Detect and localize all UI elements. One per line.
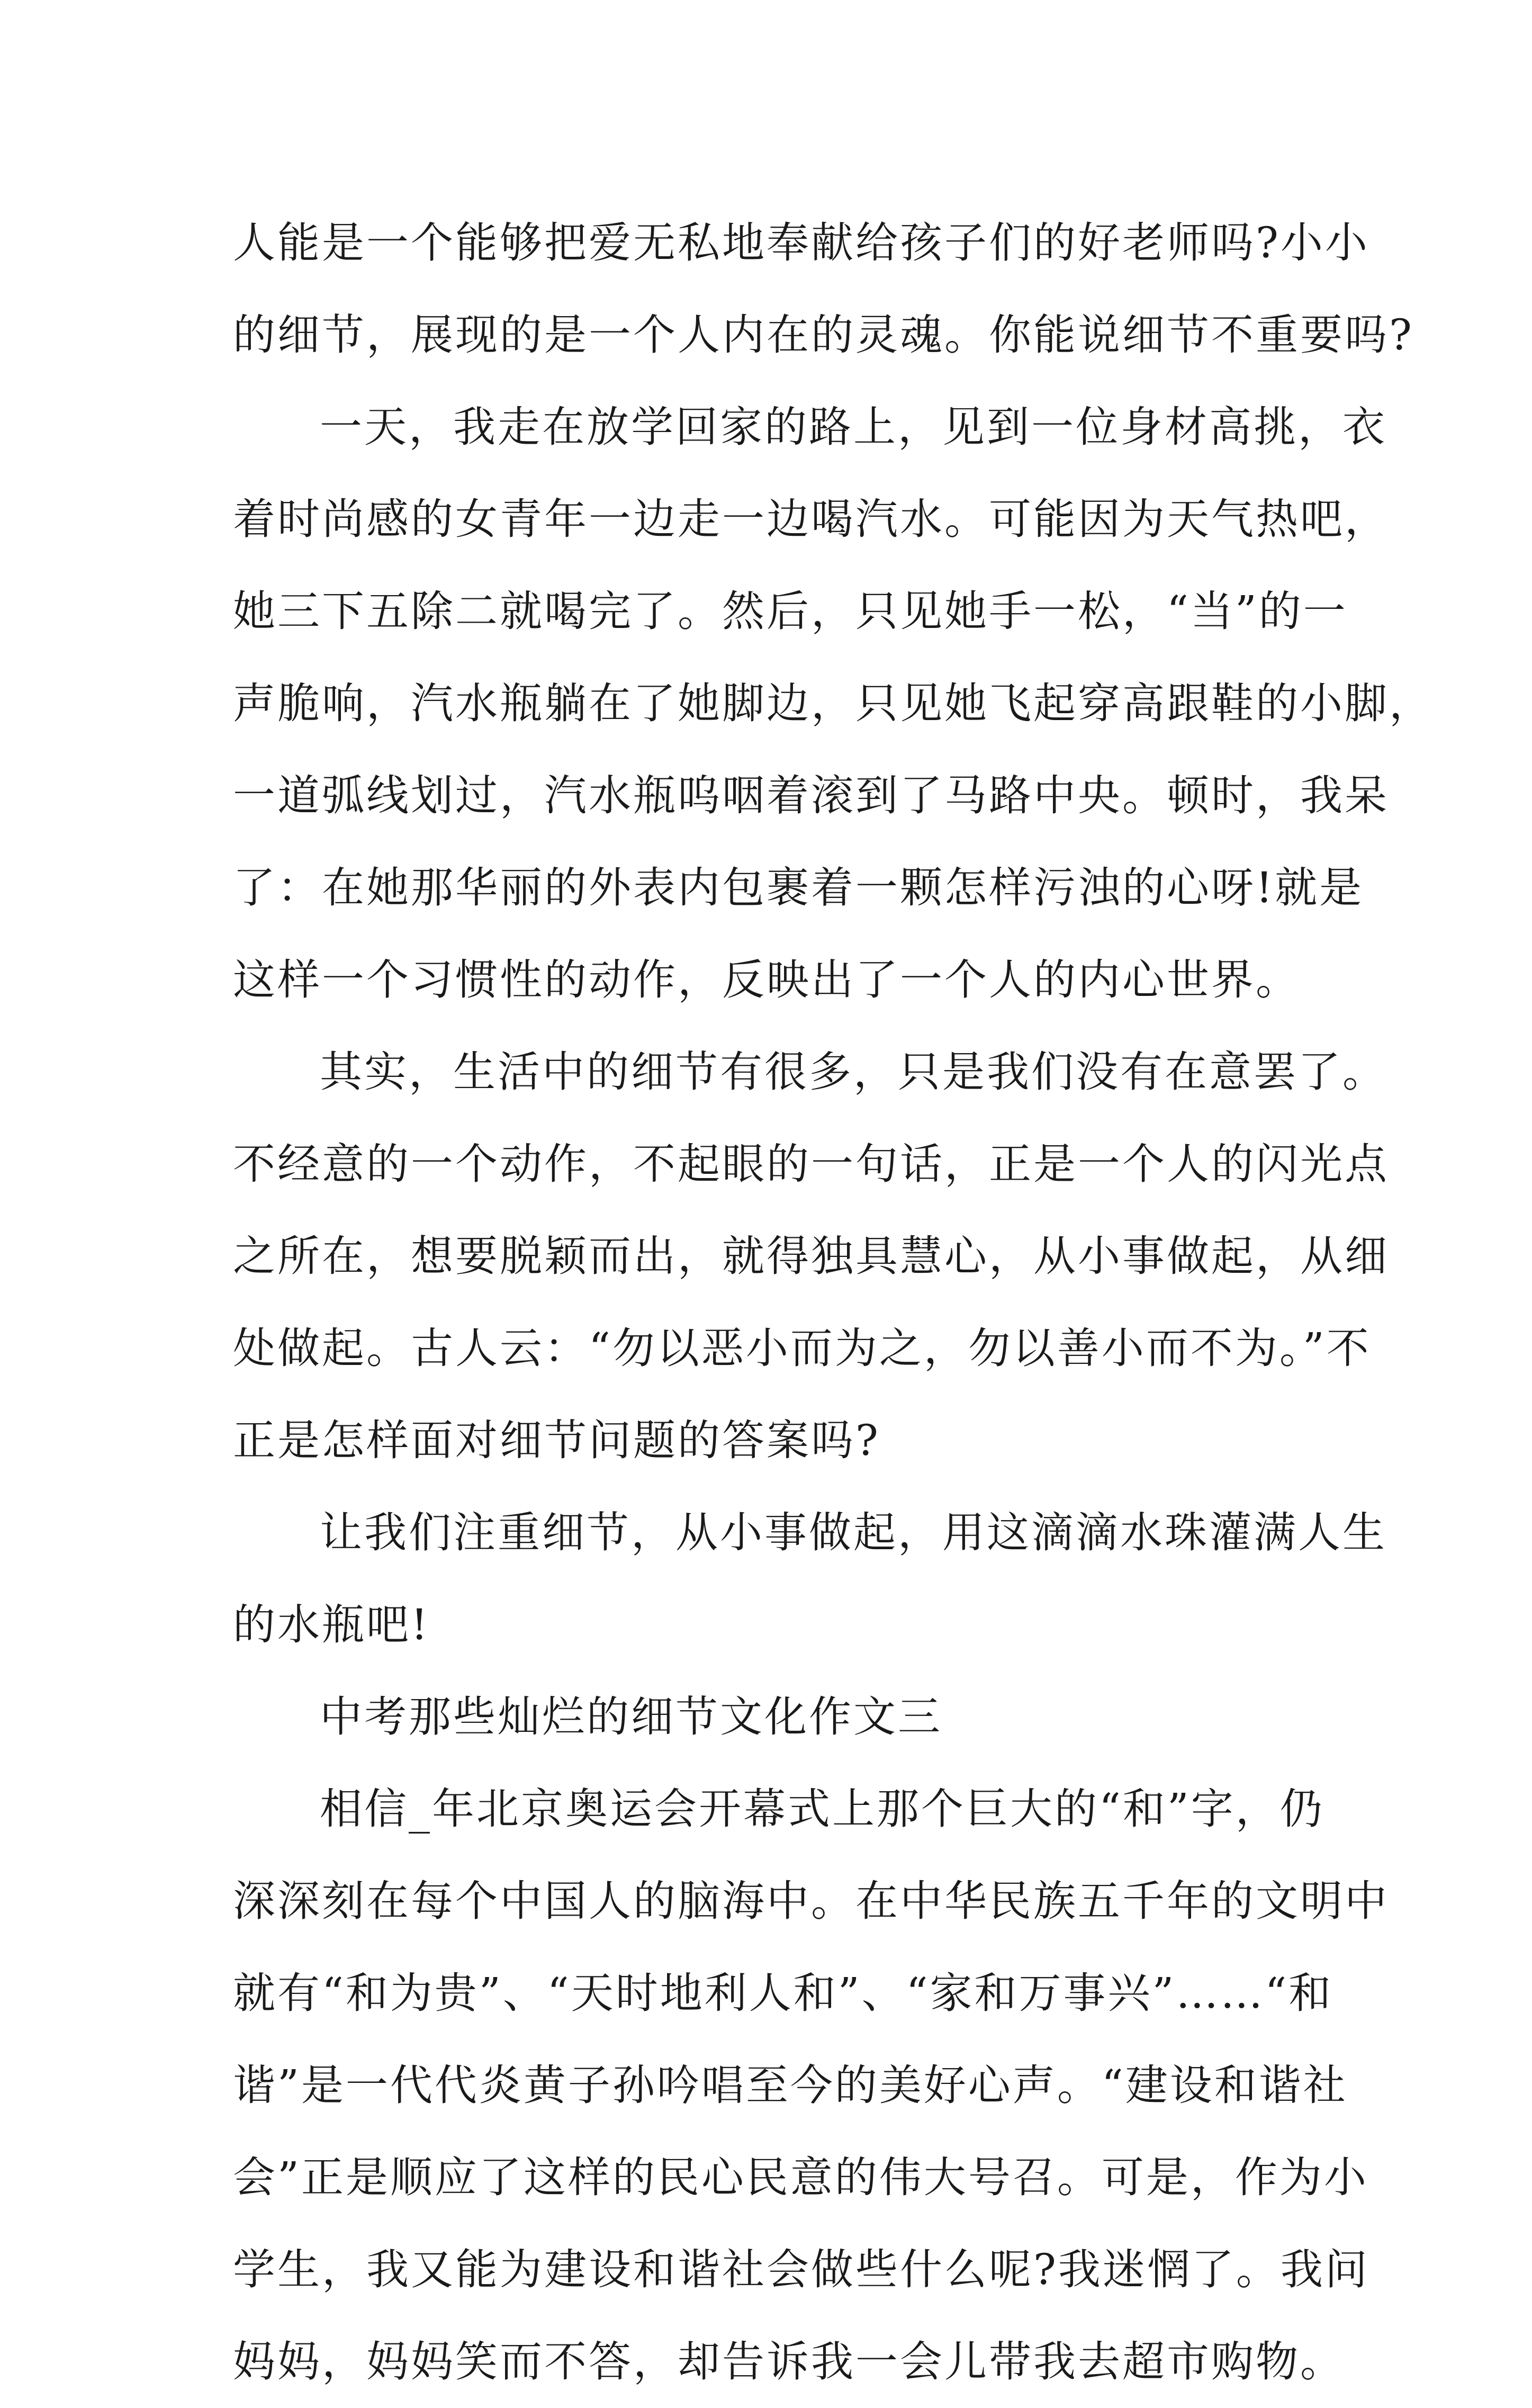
text-line: 了：在她那华丽的外表内包裹着一颗怎样污浊的心呀!就是: [233, 863, 1364, 912]
text-line: 不经意的一个动作，不起眼的一句话，正是一个人的闪光点: [233, 1139, 1389, 1189]
text-line: 深深刻在每个中国人的脑海中。在中华民族五千年的文明中: [233, 1876, 1389, 1926]
text-line: 学生，我又能为建设和谐社会做些什么呢?我迷惘了。我问: [233, 2245, 1369, 2294]
text-line: 妈妈，妈妈笑而不答，却告诉我一会儿带我去超市购物。: [233, 2337, 1345, 2386]
text-line: 相信_年北京奥运会开幕式上那个巨大的“和”字，仍: [320, 1784, 1324, 1834]
text-line: 的细节，展现的是一个人内在的灵魂。你能说细节不重要吗?: [233, 310, 1414, 360]
text-line: 人能是一个能够把爱无私地奉献给孩子们的好老师吗?小小: [233, 218, 1369, 267]
text-line: 她三下五除二就喝完了。然后，只见她手一松，“当”的一: [233, 587, 1348, 636]
text-line: 着时尚感的女青年一边走一边喝汽水。可能因为天气热吧，: [233, 495, 1389, 544]
text-line: 声脆响，汽水瓶躺在了她脚边，只见她飞起穿高跟鞋的小脚，: [233, 679, 1434, 728]
text-line: 就有“和为贵”、“天时地利人和”、“家和万事兴”……“和: [233, 1969, 1333, 2018]
text-line: 谐”是一代代炎黄子孙吟唱至今的美好心声。“建设和谐社: [233, 2061, 1348, 2110]
text-line: 之所在，想要脱颖而出，就得独具慧心，从小事做起，从细: [233, 1232, 1389, 1281]
text-line: 会”正是顺应了这样的民心民意的伟大号召。可是，作为小: [233, 2153, 1368, 2202]
text-line: 正是怎样面对细节问题的答案吗?: [233, 1416, 880, 1465]
text-line: 处做起。古人云：“勿以恶小而为之，勿以善小而不为。”不: [233, 1324, 1371, 1373]
text-line: 一天，我走在放学回家的路上，见到一位身材高挑，衣: [320, 402, 1387, 452]
body-text: [233, 197, 1434, 2408]
text-line: 这样一个习惯性的动作，反映出了一个人的内心世界。: [233, 955, 1300, 1004]
section-heading: 中考那些灿烂的细节文化作文三: [320, 1692, 942, 1741]
text-line: 的水瓶吧!: [233, 1600, 430, 1649]
text-line: 一道弧线划过，汽水瓶呜咽着滚到了马路中央。顿时，我呆: [233, 771, 1389, 820]
text-line: 让我们注重细节，从小事做起，用这滴滴水珠灌满人生: [320, 1508, 1387, 1557]
text-line: 其实，生活中的细节有很多，只是我们没有在意罢了。: [320, 1047, 1387, 1097]
